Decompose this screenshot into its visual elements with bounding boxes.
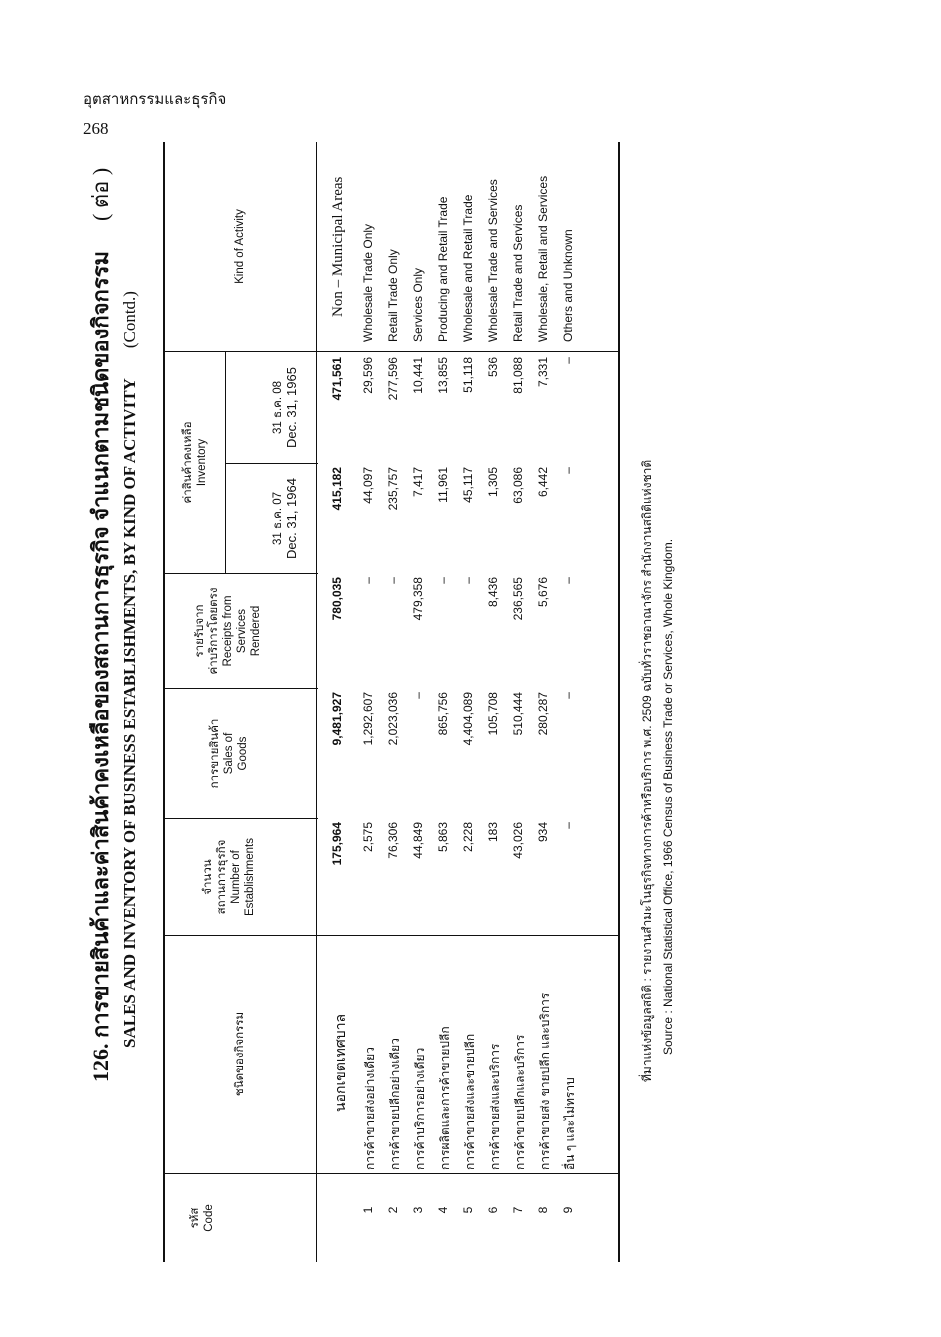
cell-sales: 510,444 bbox=[511, 692, 525, 736]
cell-est: 44,849 bbox=[411, 822, 425, 859]
title-english: SALES AND INVENTORY OF BUSINESS ESTABLISHMENTS, BY KIND OF ACTIVITY bbox=[120, 378, 139, 1048]
header-code: รหัส Code bbox=[189, 1204, 215, 1232]
cell-th: การค้าขายส่งอย่างเดียว bbox=[363, 1047, 377, 1170]
row-total-english: Non – Municipal Areas bbox=[330, 176, 346, 317]
cell-inv2: 536 bbox=[486, 357, 500, 378]
cell-sales: 105,708 bbox=[486, 692, 500, 736]
page-header bbox=[83, 84, 226, 144]
cell-est: 934 bbox=[536, 822, 550, 843]
cell-th: การค้าบริการอย่างเดียว bbox=[413, 1047, 427, 1170]
page-number: 268 bbox=[83, 119, 109, 138]
cell-inv2: 7,331 bbox=[536, 357, 550, 388]
header-bottom-rule bbox=[316, 142, 317, 1262]
cell-rec: – bbox=[436, 577, 450, 584]
table-row bbox=[559, 142, 582, 1262]
cell-rec: 236,565 bbox=[511, 577, 525, 621]
cell-th: การค้าขายส่งและขายปลีก bbox=[463, 1033, 477, 1170]
cell-inv1: 235,757 bbox=[386, 467, 400, 511]
cell-code: 9 bbox=[561, 1206, 575, 1214]
cell-inv1: 63,086 bbox=[511, 467, 525, 504]
cell-inv2: 29,596 bbox=[361, 357, 375, 394]
cell-en: Producing and Retail Trade bbox=[436, 196, 450, 342]
cell-sales: – bbox=[411, 692, 425, 699]
cell-est: 5,863 bbox=[436, 822, 450, 853]
table-row bbox=[359, 142, 382, 1262]
cell-code: 2 bbox=[386, 1206, 400, 1214]
header-kind-of-activity: Kind of Activity bbox=[234, 209, 246, 284]
cell-sales: 865,756 bbox=[436, 692, 450, 736]
cell-sales: – bbox=[561, 692, 575, 699]
table-row bbox=[409, 142, 432, 1262]
title-thai: 126. การขายสินค้าและค่าสินค้าคงเหลือของสถานการธุรกิจ จำแนกตามชนิดของกิจกรรม bbox=[88, 251, 113, 1082]
cell-est: 2,575 bbox=[361, 822, 375, 853]
cell-est: 183 bbox=[486, 822, 500, 843]
cell-inv2: 277,596 bbox=[386, 357, 400, 401]
table-row bbox=[484, 142, 507, 1262]
cell-rec: – bbox=[461, 577, 475, 584]
title-english-contd: (Contd.) bbox=[120, 291, 139, 349]
rotated-table-page bbox=[83, 142, 703, 1262]
cell-inv1: 7,417 bbox=[411, 467, 425, 498]
source-thai: ที่มาแห่งข้อมูลสถิติ : รายงานสำมะโนธุรกิจทางการค้าหรือบริการ พ.ศ. 2509 ฉบับทั่วราชอาณาจักร สำนักงานสถิติแห่งชาติ bbox=[640, 459, 654, 1082]
header-establishments: จำนวน สถานการธุรกิจ Number of Establishments bbox=[202, 838, 256, 916]
cell-code: 1 bbox=[361, 1206, 375, 1214]
cell-code: 5 bbox=[461, 1206, 475, 1214]
header-sales: การขายสินค้า Sales of Goods bbox=[209, 718, 249, 789]
cell-en: Retail Trade Only bbox=[386, 249, 400, 342]
cell-rec: 5,676 bbox=[536, 577, 550, 608]
cell-inv2: – bbox=[561, 357, 575, 364]
cell-en: Retail Trade and Services bbox=[511, 204, 525, 342]
header-activity: ชนิดของกิจกรรม bbox=[234, 1011, 246, 1097]
row-total-receipts: 780,035 bbox=[330, 577, 344, 621]
cell-th: การค้าขายส่งและบริการ bbox=[488, 1043, 502, 1170]
cell-sales: 1,292,607 bbox=[361, 692, 375, 746]
cell-rec: – bbox=[561, 577, 575, 584]
cell-est: – bbox=[561, 822, 575, 829]
source-english: Source : National Statistical Office, 1966 Census of Business Trade or Services, Whole Kingdom. bbox=[661, 538, 675, 1055]
table-row-total bbox=[328, 142, 351, 1262]
cell-rec: 479,358 bbox=[411, 577, 425, 621]
table-row bbox=[534, 142, 557, 1262]
cell-en: Wholesale and Retail Trade bbox=[461, 194, 475, 342]
cell-est: 43,026 bbox=[511, 822, 525, 859]
cell-code: 4 bbox=[436, 1206, 450, 1214]
cell-th: อื่น ๆ และไม่ทราบ bbox=[563, 1077, 577, 1170]
row-total-inv1964: 415,182 bbox=[330, 467, 344, 511]
cell-th: การค้าขายส่ง ขายปลีก และบริการ bbox=[538, 992, 552, 1170]
table-row bbox=[434, 142, 457, 1262]
table-bottom-rule bbox=[618, 142, 620, 1262]
header-inventory-1965: 31 ธ.ค. 08 Dec. 31, 1965 bbox=[272, 367, 299, 448]
cell-rec: 8,436 bbox=[486, 577, 500, 608]
cell-sales: 280,287 bbox=[536, 692, 550, 736]
row-total-est: 175,964 bbox=[330, 822, 344, 866]
cell-inv1: 11,961 bbox=[436, 467, 450, 503]
cell-en: Wholesale, Retail and Services bbox=[536, 175, 550, 342]
cell-inv1: 44,097 bbox=[361, 467, 375, 504]
cell-th: การค้าขายปลีกและบริการ bbox=[513, 1034, 527, 1170]
cell-inv1: 45,117 bbox=[461, 467, 475, 503]
row-total-inv1965: 471,561 bbox=[330, 357, 344, 401]
header-inventory-1964: 31 ธ.ค. 07 Dec. 31, 1964 bbox=[272, 478, 299, 559]
cell-th: การค้าขายปลีกอย่างเดียว bbox=[388, 1038, 402, 1170]
cell-code: 3 bbox=[411, 1206, 425, 1214]
cell-rec: – bbox=[386, 577, 400, 584]
cell-code: 7 bbox=[511, 1206, 525, 1214]
cell-est: 2,228 bbox=[461, 822, 475, 853]
cell-inv2: 10,441 bbox=[411, 357, 425, 394]
section-title: อุตสาหกรรมและธุรกิจ bbox=[83, 90, 227, 108]
title-thai-contd: ( ต่อ ) bbox=[88, 167, 113, 221]
header-inventory: ค่าสินค้าคงเหลือ Inventory bbox=[182, 421, 208, 504]
cell-en: Wholesale Trade and Services bbox=[486, 179, 500, 342]
row-total-thai: นอกเขตเทศบาล bbox=[332, 1013, 348, 1112]
cell-en: Others and Unknown bbox=[561, 229, 575, 342]
row-total-sales: 9,481,927 bbox=[330, 692, 344, 746]
cell-inv1: 1,305 bbox=[486, 467, 500, 498]
table-row bbox=[384, 142, 407, 1262]
cell-inv2: 13,855 bbox=[436, 357, 450, 394]
cell-sales: 2,023,036 bbox=[386, 692, 400, 746]
table-top-rule bbox=[163, 142, 165, 1262]
cell-code: 6 bbox=[486, 1206, 500, 1214]
cell-en: Services Only bbox=[411, 267, 425, 342]
table-row bbox=[509, 142, 532, 1262]
cell-th: การผลิตและการค้าขายปลีก bbox=[438, 1026, 452, 1170]
cell-inv1: – bbox=[561, 467, 575, 474]
cell-en: Wholesale Trade Only bbox=[361, 223, 375, 342]
table-row bbox=[459, 142, 482, 1262]
table-title bbox=[83, 142, 140, 1082]
cell-inv2: 51,118 bbox=[461, 357, 475, 393]
header-receipts: รายรับจาก ค่าบริการโดยตรง Receipts from Services Rendered bbox=[194, 587, 262, 675]
cell-inv1: 6,442 bbox=[536, 467, 550, 498]
cell-est: 76,306 bbox=[386, 822, 400, 859]
cell-sales: 4,404,089 bbox=[461, 692, 475, 746]
cell-rec: – bbox=[361, 577, 375, 584]
cell-code: 8 bbox=[536, 1206, 550, 1214]
cell-inv2: 81,088 bbox=[511, 357, 525, 394]
